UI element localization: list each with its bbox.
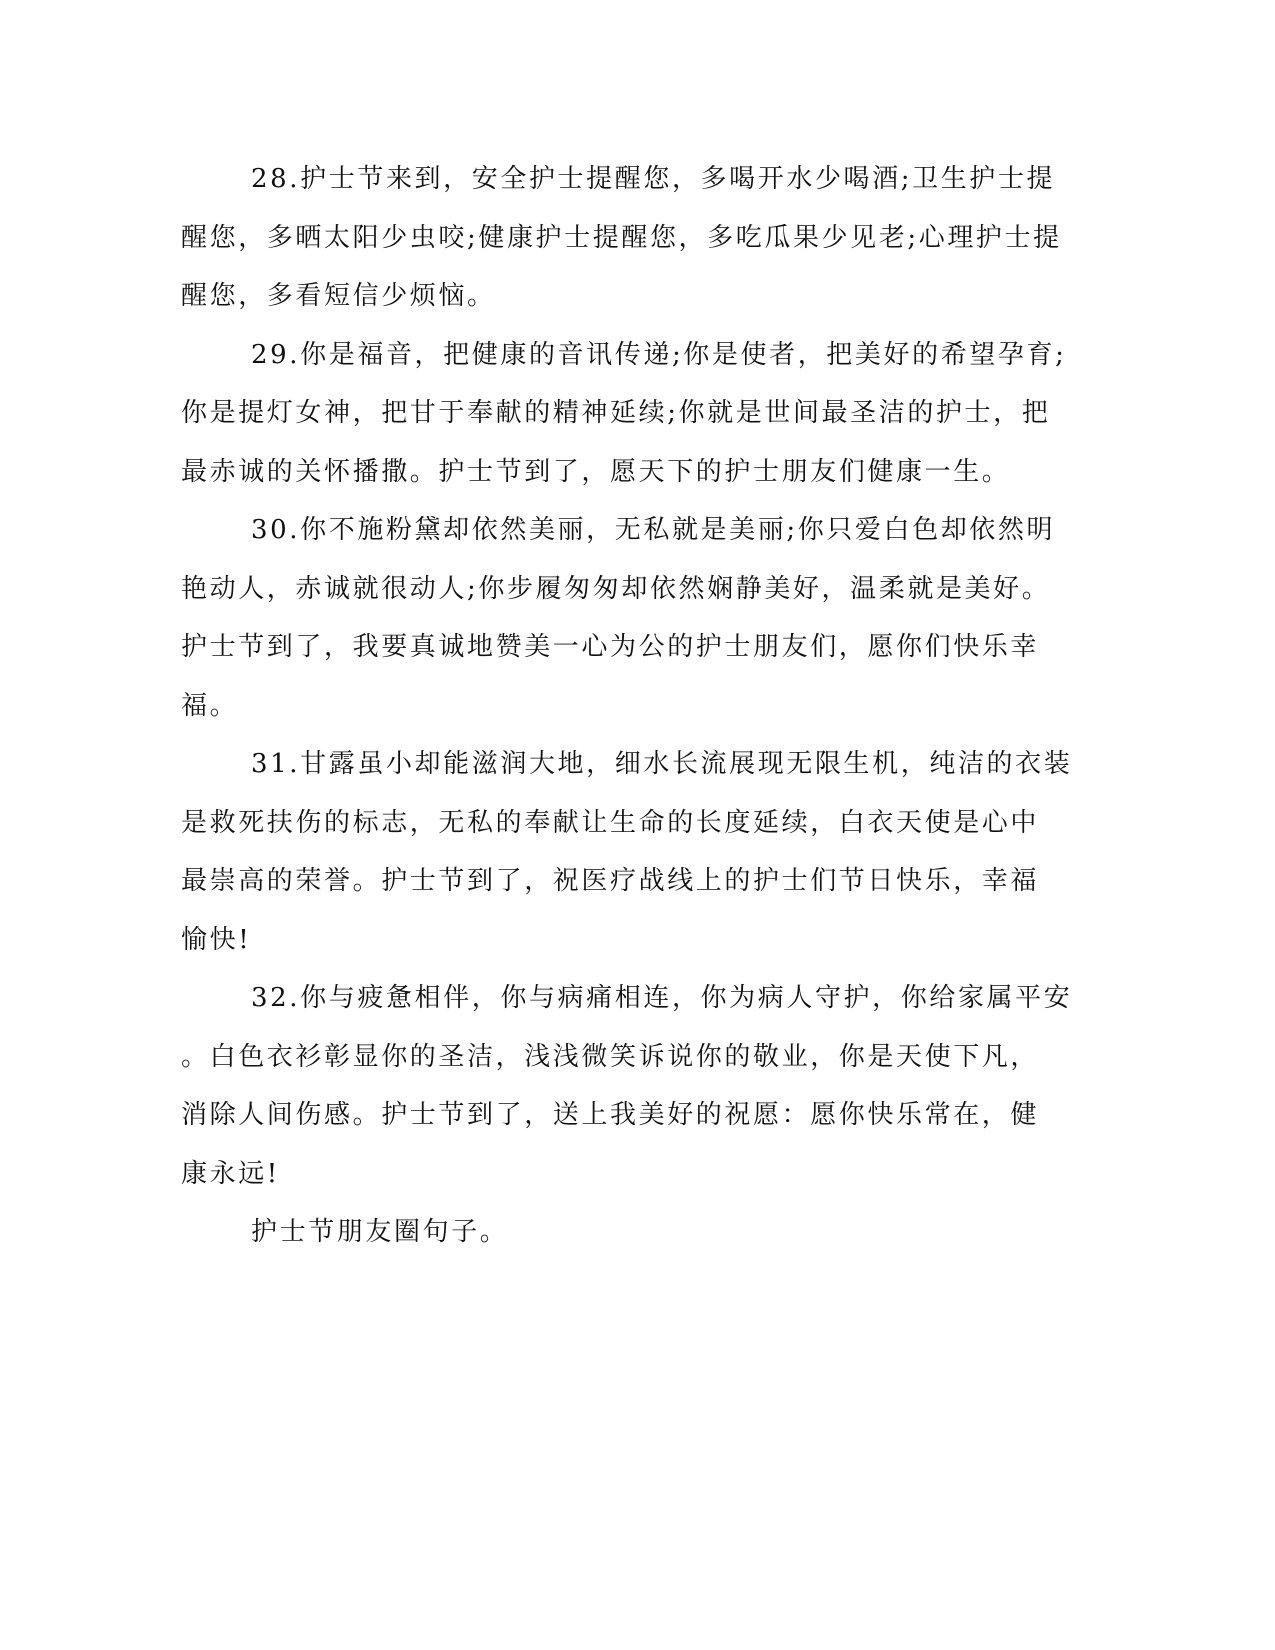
text-line: 最赤诚的关怀播撒。护士节到了，愿天下的护士朋友们健康一生。 [181,456,1011,487]
text-line: 康永远! [181,1158,280,1189]
text-line: 艳动人，赤诚就很动人;你步履匆匆却依然娴静美好，温柔就是美好。 [181,573,1051,604]
text-line: 消除人间伤感。护士节到了，送上我美好的祝愿：愿你快乐常在，健 [181,1100,1040,1130]
text-line: 32.你与疲惫相伴，你与病痛相连，你为病人守护，你给家属平安 [251,983,1073,1013]
text-line: 醒您，多看短信少烦恼。 [181,281,496,311]
text-line: 29.你是福音，把健康的音讯传递;你是使者，把美好的希望孕育; [251,339,1067,370]
text-line: 护士节朋友圈句子。 [251,1217,509,1247]
text-line: 福。 [181,690,239,721]
text-line: 愉快! [181,924,252,955]
text-line: 30.你不施粉黛却依然美丽，无私就是美丽;你只爱白色却依然明 [251,515,1056,545]
document-body [181,150,1073,1262]
text-line: 是救死扶伤的标志，无私的奉献让生命的长度延续，白衣天使是心中 [181,807,1040,838]
text-line: 。白色衣衫彰显你的圣洁，浅浅微笑诉说你的敬业，你是天使下凡， [181,1041,1040,1072]
text-line: 28.护士节来到，安全护士提醒您，多喝开水少喝酒;卫生护士提 [251,164,1056,194]
text-line: 你是提灯女神，把甘于奉献的精神延续;你就是世间最圣洁的护士，把 [181,398,1051,428]
text-line: 最崇高的荣誉。护士节到了，祝医疗战线上的护士们节日快乐，幸福 [181,866,1040,896]
text-line: 护士节到了，我要真诚地赞美一心为公的护士朋友们，愿你们快乐幸 [181,632,1040,662]
text-line: 醒您，多晒太阳少虫咬;健康护士提醒您，多吃瓜果少见老;心理护士提 [181,222,1062,253]
text-line: 31.甘露虽小却能滋润大地，细水长流展现无限生机，纯洁的衣装 [251,749,1073,779]
